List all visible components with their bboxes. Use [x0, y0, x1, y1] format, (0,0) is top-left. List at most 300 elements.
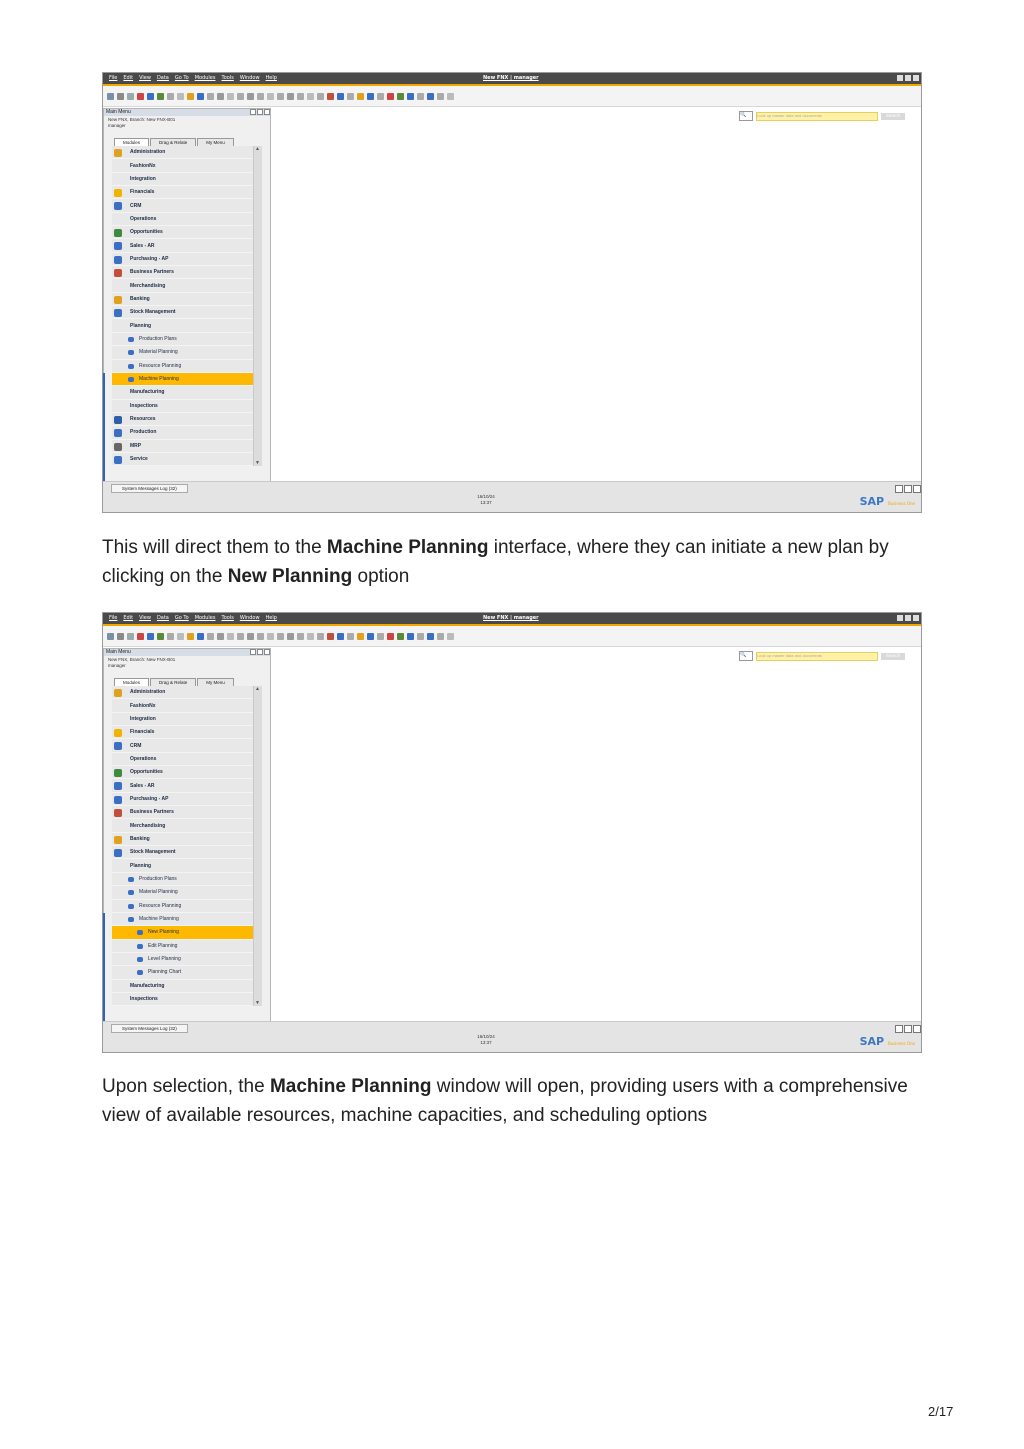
toolbar-button-icon[interactable] — [207, 93, 214, 100]
module-item[interactable] — [112, 913, 253, 926]
close-icon[interactable] — [913, 485, 921, 493]
toolbar-button-icon[interactable] — [267, 633, 274, 640]
toolbar-button-icon[interactable] — [147, 633, 154, 640]
module-list-scrollbar[interactable] — [253, 686, 262, 1006]
toolbar-button-icon[interactable] — [377, 93, 384, 100]
status-bar-controls — [895, 485, 921, 493]
toolbar-button-icon[interactable] — [377, 633, 384, 640]
status-time: 13:37 — [480, 1040, 492, 1045]
module-item-label: MRP — [130, 442, 142, 449]
toolbar-button-icon[interactable] — [357, 633, 364, 640]
module-item[interactable] — [112, 940, 253, 953]
module-icon — [128, 350, 134, 355]
module-icon — [114, 416, 122, 424]
detach-icon[interactable] — [904, 1025, 912, 1033]
module-item[interactable] — [112, 373, 253, 386]
module-icon — [114, 256, 122, 264]
menu-item[interactable]: Help — [265, 75, 277, 81]
brand-name: SAP — [859, 1035, 885, 1048]
toolbar-button-icon[interactable] — [327, 633, 334, 640]
scroll-down-icon[interactable]: ▼ — [255, 1000, 260, 1007]
module-list — [112, 686, 253, 1006]
module-item-label: Administration — [130, 689, 166, 696]
module-item-label: Sales - AR — [130, 242, 155, 249]
toolbar-button-icon[interactable] — [397, 93, 404, 100]
module-icon — [114, 309, 122, 317]
menu-item[interactable]: View — [139, 75, 151, 81]
module-item-label: Administration — [130, 149, 166, 156]
paragraph-2-text: Upon selection, the — [102, 1076, 270, 1097]
screenshot-new-planning-menu — [102, 612, 922, 1053]
global-search — [739, 651, 905, 661]
status-bar — [103, 1021, 921, 1052]
module-item[interactable] — [112, 239, 253, 252]
module-item-label: Banking — [130, 835, 150, 842]
main-menu-header — [104, 109, 270, 116]
menu-item[interactable]: Window — [239, 615, 260, 621]
module-item-label: Machine Planning — [139, 376, 179, 383]
toolbar-button-icon[interactable] — [187, 633, 194, 640]
toolbar-button-icon[interactable] — [167, 93, 174, 100]
close-icon[interactable] — [913, 615, 919, 621]
detach-icon[interactable] — [904, 485, 912, 493]
module-item[interactable] — [112, 846, 253, 859]
module-item[interactable] — [112, 186, 253, 199]
toolbar-button-icon[interactable] — [117, 93, 124, 100]
module-list — [112, 146, 253, 466]
status-bar-controls — [895, 1025, 921, 1033]
module-icon — [114, 149, 122, 157]
module-item-label: Business Partners — [130, 269, 174, 276]
menu-item[interactable]: Window — [239, 75, 260, 81]
main-menu-header — [104, 649, 270, 656]
module-item[interactable] — [112, 146, 253, 159]
module-item[interactable] — [112, 266, 253, 279]
module-item-label: Manufacturing — [130, 982, 165, 989]
menu-item[interactable]: View — [139, 615, 151, 621]
module-item[interactable] — [112, 833, 253, 846]
module-item-label: Banking — [130, 295, 150, 302]
left-accent-bar — [103, 373, 105, 493]
status-date: 16/10/24 — [477, 494, 495, 499]
module-item-label: Operations — [130, 755, 157, 762]
toolbar-button-icon[interactable] — [197, 633, 204, 640]
toolbar-button-icon[interactable] — [127, 93, 134, 100]
module-item[interactable] — [112, 413, 253, 426]
brand-name: SAP — [859, 495, 885, 508]
toolbar-button-icon[interactable] — [247, 93, 254, 100]
menu-item[interactable]: Help — [265, 615, 277, 621]
paragraph-1-text: This will direct them to the — [102, 537, 327, 558]
toolbar-button-icon[interactable] — [177, 633, 184, 640]
toolbar-button-icon[interactable] — [287, 93, 294, 100]
date-time — [471, 1034, 501, 1046]
module-item-label: Planning — [130, 322, 152, 329]
toolbar-button-icon[interactable] — [257, 93, 264, 100]
module-item-label: Production — [130, 429, 157, 436]
module-item[interactable] — [112, 173, 253, 186]
module-item[interactable] — [112, 293, 253, 306]
status-bar — [103, 481, 921, 512]
menu-tab[interactable]: My Menu — [197, 678, 234, 687]
module-item-label: Purchasing - AP — [130, 795, 169, 802]
module-icon — [114, 443, 122, 451]
page-number: 2/17 — [928, 1404, 954, 1419]
window-titlebar — [103, 613, 921, 624]
toolbar-button-icon[interactable] — [217, 633, 224, 640]
user-name: manager — [108, 663, 126, 668]
toolbar-button-icon[interactable] — [207, 633, 214, 640]
module-icon — [128, 364, 134, 369]
module-item-label: Integration — [130, 715, 156, 722]
module-icon — [114, 769, 122, 777]
toolbar-button-icon[interactable] — [337, 633, 344, 640]
module-item[interactable] — [112, 873, 253, 886]
module-item[interactable] — [112, 726, 253, 739]
window-controls — [897, 75, 919, 81]
menu-tab[interactable]: Modules — [114, 678, 149, 687]
menu-item[interactable]: Tools — [221, 615, 234, 621]
toolbar-button-icon[interactable] — [197, 93, 204, 100]
toolbar-button-icon[interactable] — [267, 93, 274, 100]
module-item-label: Service — [130, 456, 148, 463]
module-list-scrollbar[interactable] — [253, 146, 262, 466]
module-item-label: Material Planning — [139, 889, 178, 896]
left-accent-bar — [103, 913, 105, 1033]
toolbar-button-icon[interactable] — [347, 93, 354, 100]
menu-bar — [109, 75, 277, 81]
module-item-label: Stock Management — [130, 309, 176, 316]
toolbar-button-icon[interactable] — [117, 633, 124, 640]
search-input[interactable]: Look up master data and documents — [756, 652, 878, 661]
module-item-label: Production Plans — [139, 875, 177, 882]
toolbar-button-icon[interactable] — [107, 633, 114, 640]
toolbar-button-icon[interactable] — [317, 633, 324, 640]
toolbar-button-icon[interactable] — [157, 633, 164, 640]
module-item-label: Resource Planning — [139, 362, 182, 369]
module-icon — [128, 890, 134, 895]
module-item[interactable] — [112, 333, 253, 346]
module-item-label: Financials — [130, 189, 155, 196]
module-item[interactable] — [112, 386, 253, 399]
maximize-icon[interactable] — [905, 615, 911, 621]
module-icon — [114, 836, 122, 844]
main-menu-title: Main Menu — [106, 649, 131, 655]
module-icon — [128, 877, 134, 882]
toolbar-button-icon[interactable] — [437, 93, 444, 100]
date-time — [471, 494, 501, 506]
toolbar-button-icon[interactable] — [417, 93, 424, 100]
search-button[interactable]: Search — [881, 113, 905, 120]
paragraph-1-text: option — [352, 566, 410, 587]
toolbar-button-icon[interactable] — [147, 93, 154, 100]
toolbar-button-icon[interactable] — [137, 633, 144, 640]
minimize-icon[interactable] — [250, 649, 256, 655]
module-item-label: Inspections — [130, 402, 158, 409]
screenshot-machine-planning-menu — [102, 72, 922, 513]
module-icon — [114, 689, 122, 697]
scroll-up-icon[interactable]: ▲ — [255, 686, 260, 692]
module-item[interactable] — [112, 699, 253, 712]
menu-item[interactable]: Data — [156, 615, 169, 621]
status-date: 16/10/24 — [477, 1034, 495, 1039]
menu-item[interactable]: Edit — [123, 615, 134, 621]
toolbar — [103, 626, 921, 647]
sap-logo — [860, 1035, 915, 1048]
module-item-label: Planning — [130, 862, 152, 869]
module-item[interactable] — [112, 400, 253, 413]
module-item-label: Opportunities — [130, 769, 163, 776]
close-icon[interactable] — [264, 649, 270, 655]
module-item-label: Sales - AR — [130, 782, 155, 789]
restore-icon[interactable] — [895, 485, 903, 493]
module-icon — [114, 429, 122, 437]
company-info: New FNX, Branch: New FNX-B01 — [108, 657, 176, 662]
menu-tab[interactable]: Drag & Relate — [150, 138, 196, 147]
toolbar-button-icon[interactable] — [387, 633, 394, 640]
module-item-label: Level Planning — [148, 956, 181, 963]
module-icon — [114, 269, 122, 277]
module-icon — [137, 957, 143, 962]
module-item[interactable] — [112, 806, 253, 819]
minimize-icon[interactable] — [897, 75, 903, 81]
toolbar-button-icon[interactable] — [247, 633, 254, 640]
module-item[interactable] — [112, 900, 253, 913]
menu-tab[interactable]: Drag & Relate — [150, 678, 196, 687]
session-info — [104, 656, 270, 670]
toolbar-button-icon[interactable] — [387, 93, 394, 100]
module-item[interactable] — [112, 426, 253, 439]
module-icon — [114, 796, 122, 804]
module-item-label: FashionNx — [130, 702, 156, 709]
search-input[interactable]: Look up master data and documents — [756, 112, 878, 121]
paragraph-2-bold-1: Machine Planning — [269, 1076, 432, 1097]
toolbar-button-icon[interactable] — [357, 93, 364, 100]
menu-item[interactable]: Go To — [174, 75, 189, 81]
brand-sub: Business One — [887, 1041, 915, 1046]
toolbar-button-icon[interactable] — [157, 93, 164, 100]
module-item-label: Edit Planning — [148, 942, 178, 949]
module-item-label: Business Partners — [130, 809, 174, 816]
window-titlebar — [103, 73, 921, 84]
module-item[interactable] — [112, 819, 253, 832]
paragraph-1-bold-1: Machine Planning — [326, 537, 489, 558]
menu-item[interactable]: File — [109, 75, 118, 81]
module-item-label: Manufacturing — [130, 389, 165, 396]
menu-item[interactable]: Modules — [194, 75, 216, 81]
toolbar-button-icon[interactable] — [137, 93, 144, 100]
restore-icon[interactable] — [895, 1025, 903, 1033]
menu-tab[interactable]: Modules — [114, 138, 149, 147]
module-icon — [114, 229, 122, 237]
module-icon — [114, 189, 122, 197]
company-info: New FNX, Branch: New FNX-B01 — [108, 117, 176, 122]
toolbar-button-icon[interactable] — [327, 93, 334, 100]
module-icon — [128, 337, 134, 342]
maximize-icon[interactable] — [257, 109, 263, 115]
module-item[interactable] — [112, 686, 253, 699]
module-item-label: Merchandising — [130, 282, 166, 289]
toolbar-button-icon[interactable] — [297, 633, 304, 640]
menu-item[interactable]: Go To — [174, 615, 189, 621]
module-item[interactable] — [112, 886, 253, 899]
module-item-label: Material Planning — [139, 349, 178, 356]
global-search — [739, 111, 905, 121]
module-item-label: Machine Planning — [139, 916, 179, 923]
module-item[interactable] — [112, 966, 253, 979]
module-item-label: Resource Planning — [139, 902, 182, 909]
toolbar-button-icon[interactable] — [277, 633, 284, 640]
module-icon — [137, 930, 143, 935]
module-item-label: Operations — [130, 215, 157, 222]
module-icon — [137, 970, 143, 975]
close-icon[interactable] — [913, 75, 919, 81]
paragraph-1-text: interface, where they can initiate a new plan by clicking on the — [102, 537, 889, 587]
toolbar-button-icon[interactable] — [287, 633, 294, 640]
module-item[interactable] — [112, 360, 253, 373]
menu-item[interactable]: File — [109, 615, 118, 621]
search-icon[interactable]: 🔍 — [739, 111, 753, 121]
minimize-icon[interactable] — [897, 615, 903, 621]
module-item[interactable] — [112, 739, 253, 752]
toolbar-button-icon[interactable] — [237, 633, 244, 640]
module-item-label: CRM — [130, 742, 142, 749]
module-item[interactable] — [112, 453, 253, 466]
toolbar-button-icon[interactable] — [107, 93, 114, 100]
toolbar-button-icon[interactable] — [227, 633, 234, 640]
module-icon — [114, 809, 122, 817]
toolbar-button-icon[interactable] — [237, 93, 244, 100]
scroll-down-icon[interactable]: ▼ — [255, 460, 260, 467]
module-item-label: Stock Management — [130, 849, 176, 856]
toolbar — [103, 86, 921, 107]
toolbar-button-icon[interactable] — [447, 633, 454, 640]
toolbar-button-icon[interactable] — [257, 633, 264, 640]
toolbar-button-icon[interactable] — [307, 633, 314, 640]
module-item[interactable] — [112, 306, 253, 319]
module-item[interactable] — [112, 226, 253, 239]
module-item[interactable] — [112, 793, 253, 806]
toolbar-button-icon[interactable] — [127, 633, 134, 640]
toolbar-button-icon[interactable] — [317, 93, 324, 100]
paragraph-2 — [102, 1072, 932, 1130]
menu-item[interactable]: Modules — [194, 615, 216, 621]
app-title: New FNX | manager — [483, 615, 539, 621]
scroll-up-icon[interactable]: ▲ — [255, 146, 260, 152]
module-item[interactable] — [112, 440, 253, 453]
toolbar-button-icon[interactable] — [417, 633, 424, 640]
maximize-icon[interactable] — [257, 649, 263, 655]
module-item[interactable] — [112, 713, 253, 726]
module-item[interactable] — [112, 346, 253, 359]
module-item-label: Inspections — [130, 996, 158, 1003]
toolbar-button-icon[interactable] — [407, 633, 414, 640]
close-icon[interactable] — [913, 1025, 921, 1033]
module-item-label: Opportunities — [130, 229, 163, 236]
toolbar-button-icon[interactable] — [187, 93, 194, 100]
toolbar-button-icon[interactable] — [407, 93, 414, 100]
menu-tab[interactable]: My Menu — [197, 138, 234, 147]
module-item[interactable] — [112, 859, 253, 872]
module-item[interactable] — [112, 159, 253, 172]
toolbar-button-icon[interactable] — [367, 633, 374, 640]
system-messages-tab[interactable]: System Messages Log (32) — [111, 484, 188, 493]
toolbar-button-icon[interactable] — [307, 93, 314, 100]
toolbar-button-icon[interactable] — [167, 633, 174, 640]
search-button[interactable]: Search — [881, 653, 905, 660]
module-icon — [114, 742, 122, 750]
session-info — [104, 116, 270, 130]
module-item-label: FashionNx — [130, 162, 156, 169]
module-icon — [114, 296, 122, 304]
module-icon — [114, 782, 122, 790]
toolbar-button-icon[interactable] — [427, 93, 434, 100]
module-item[interactable] — [112, 319, 253, 332]
maximize-icon[interactable] — [905, 75, 911, 81]
paragraph-1 — [102, 533, 932, 591]
main-menu-title: Main Menu — [106, 109, 131, 115]
module-item-label: Planning Chart — [148, 969, 182, 976]
module-item[interactable] — [112, 253, 253, 266]
status-time: 13:37 — [480, 500, 492, 505]
toolbar-button-icon[interactable] — [437, 633, 444, 640]
toolbar-button-icon[interactable] — [227, 93, 234, 100]
module-icon — [114, 456, 122, 464]
module-item[interactable] — [112, 279, 253, 292]
toolbar-button-icon[interactable] — [177, 93, 184, 100]
menu-bar — [109, 615, 277, 621]
toolbar-button-icon[interactable] — [337, 93, 344, 100]
window-controls — [897, 615, 919, 621]
toolbar-button-icon[interactable] — [447, 93, 454, 100]
module-icon — [114, 849, 122, 857]
system-messages-tab[interactable]: System Messages Log (32) — [111, 1024, 188, 1033]
module-item[interactable] — [112, 993, 253, 1006]
paragraph-1-bold-2: New Planning — [227, 566, 353, 587]
module-item[interactable] — [112, 953, 253, 966]
toolbar-button-icon[interactable] — [297, 93, 304, 100]
close-icon[interactable] — [264, 109, 270, 115]
toolbar-button-icon[interactable] — [347, 633, 354, 640]
sap-logo — [860, 495, 915, 508]
module-item[interactable] — [112, 926, 253, 939]
module-item[interactable] — [112, 213, 253, 226]
toolbar-button-icon[interactable] — [277, 93, 284, 100]
module-item-label: New Planning — [148, 929, 179, 936]
toolbar-button-icon[interactable] — [427, 633, 434, 640]
minimize-icon[interactable] — [250, 109, 256, 115]
module-item[interactable] — [112, 199, 253, 212]
menu-item[interactable]: Tools — [221, 75, 234, 81]
search-icon[interactable]: 🔍 — [739, 651, 753, 661]
module-item-label: Production Plans — [139, 335, 177, 342]
module-icon — [128, 917, 134, 922]
module-item-label: Resources — [130, 416, 156, 423]
toolbar-button-icon[interactable] — [397, 633, 404, 640]
toolbar-button-icon[interactable] — [217, 93, 224, 100]
module-item[interactable] — [112, 779, 253, 792]
main-menu-window — [103, 648, 271, 1023]
toolbar-button-icon[interactable] — [367, 93, 374, 100]
main-menu-window — [103, 108, 271, 483]
module-item[interactable] — [112, 753, 253, 766]
menu-item[interactable]: Data — [156, 75, 169, 81]
module-item-label: Financials — [130, 729, 155, 736]
module-icon — [114, 242, 122, 250]
menu-item[interactable]: Edit — [123, 75, 134, 81]
module-item[interactable] — [112, 980, 253, 993]
module-item[interactable] — [112, 766, 253, 779]
